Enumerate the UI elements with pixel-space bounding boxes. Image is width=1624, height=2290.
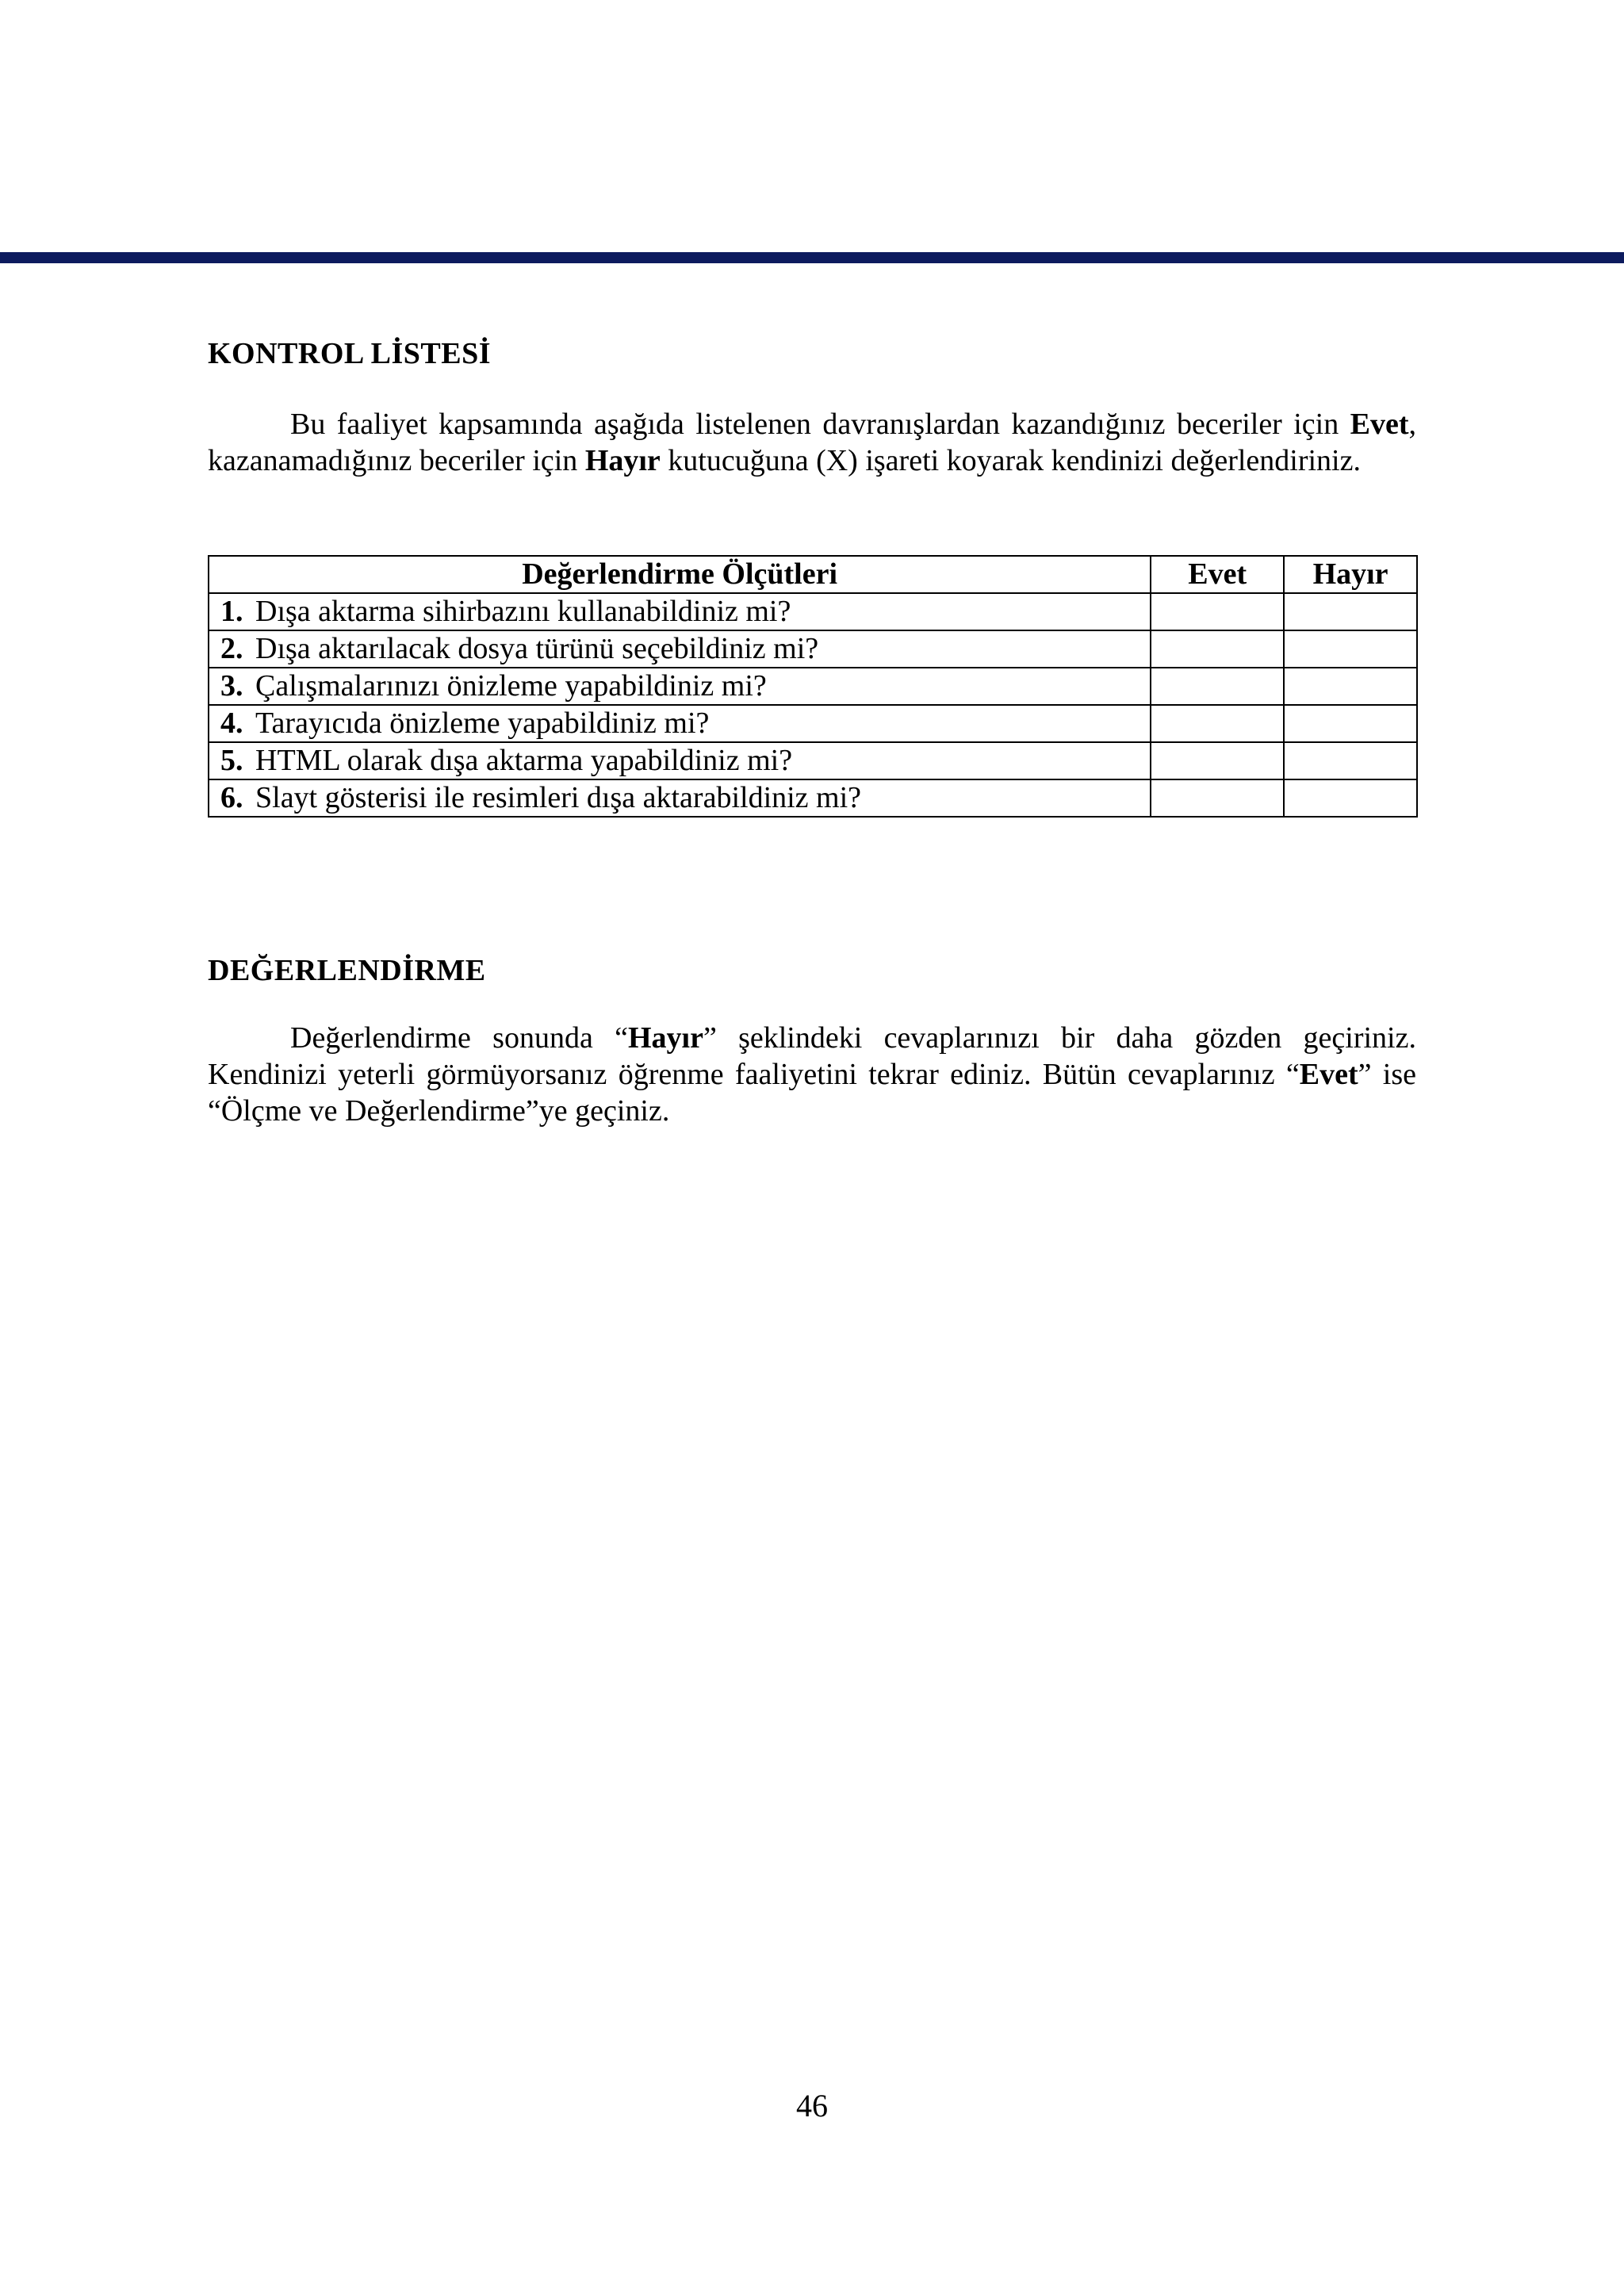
no-checkbox-cell[interactable] [1284, 779, 1417, 817]
criterion-cell [209, 630, 1151, 668]
table-row [209, 779, 1417, 817]
criterion-cell [209, 593, 1151, 630]
yes-checkbox-cell[interactable] [1151, 779, 1284, 817]
yes-checkbox-cell[interactable] [1151, 705, 1284, 742]
criterion-number: 6. [220, 781, 243, 814]
header-criteria: Değerlendirme Ölçütleri [209, 556, 1151, 593]
criterion-text: Çalışmalarınızı önizleme yapabildiniz mi? [255, 669, 767, 703]
table-row [209, 593, 1417, 630]
criterion-text: Tarayıcıda önizleme yapabildiniz mi? [255, 707, 710, 740]
header-yes: Evet [1151, 556, 1284, 593]
criterion-text: Slayt gösterisi ile resimleri dışa aktarabildiniz mi? [255, 781, 862, 814]
table-row [209, 630, 1417, 668]
header-band [0, 252, 1624, 263]
criterion-number: 5. [220, 744, 243, 777]
evaluation-body: Değerlendirme sonunda “Hayır” şeklindeki cevaplarınızı bir daha gözden geçiriniz. Kendinizi yeterli görmüyorsanız öğrenme faaliyetini tekrar ediniz. Bütün cevaplarınız “Evet” ise “Ölçme ve Değerlendirme”ye geçiniz. [208, 1021, 1417, 1128]
section-title-checklist: KONTROL LİSTESİ [208, 337, 492, 370]
header-no: Hayır [1284, 556, 1417, 593]
criterion-text: Dışa aktarılacak dosya türünü seçebildiniz mi? [255, 632, 819, 665]
criterion-cell [209, 742, 1151, 779]
checklist-intro: Bu faaliyet kapsamında aşağıda listelenen davranışlardan kazandığınız beceriler için Evet, kazanamadığınız beceriler için Hayır kutucuğuna (X) işareti koyarak kendinizi değerlendiriniz. [208, 408, 1416, 477]
criterion-text: HTML olarak dışa aktarma yapabildiniz mi? [255, 744, 793, 777]
table-row [209, 668, 1417, 705]
criterion-text: Dışa aktarma sihirbazını kullanabildiniz mi? [255, 595, 791, 628]
no-checkbox-cell[interactable] [1284, 705, 1417, 742]
table-row [209, 705, 1417, 742]
no-checkbox-cell[interactable] [1284, 630, 1417, 668]
criterion-number: 4. [220, 707, 243, 740]
criterion-number: 1. [220, 595, 243, 628]
criterion-cell [209, 668, 1151, 705]
yes-checkbox-cell[interactable] [1151, 668, 1284, 705]
criterion-number: 2. [220, 632, 243, 665]
criterion-number: 3. [220, 669, 243, 703]
no-checkbox-cell[interactable] [1284, 593, 1417, 630]
checklist-table [208, 555, 1418, 818]
table-header-row [209, 556, 1417, 593]
no-checkbox-cell[interactable] [1284, 742, 1417, 779]
yes-checkbox-cell[interactable] [1151, 742, 1284, 779]
no-checkbox-cell[interactable] [1284, 668, 1417, 705]
page-number: 46 [796, 2088, 828, 2123]
yes-checkbox-cell[interactable] [1151, 593, 1284, 630]
yes-checkbox-cell[interactable] [1151, 630, 1284, 668]
section-title-evaluation: DEĞERLENDİRME [208, 954, 486, 987]
criterion-cell [209, 779, 1151, 817]
criterion-cell [209, 705, 1151, 742]
table-row [209, 742, 1417, 779]
